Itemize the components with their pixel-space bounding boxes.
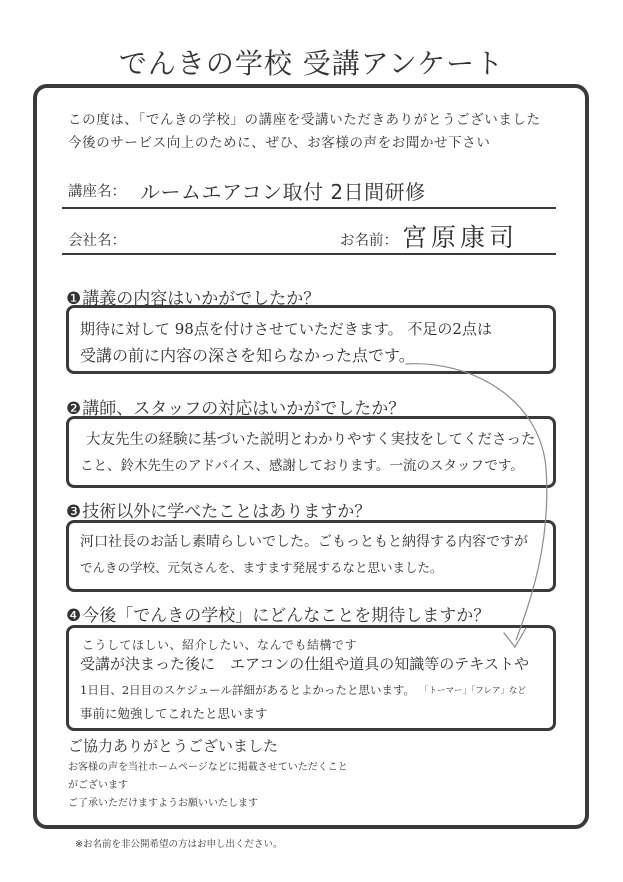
answer-4-line-2: 1日目、2日目のスケジュール詳細があるとよかったと思います。 xyxy=(80,683,416,697)
answer-3-line-2: でんきの学校、元気さんを、ますます発展するなと思いました。 xyxy=(80,560,443,575)
name-underline xyxy=(62,253,556,255)
question-3-text: 技術以外に学べたことはありますか？ xyxy=(82,502,372,522)
answer-4-side-note: 「トーマー」「フレア」など xyxy=(420,686,526,696)
question-2-text: 講師、スタッフの対応はいかがでしたか？ xyxy=(82,399,406,419)
name-label: お名前： xyxy=(340,233,398,249)
question-3-heading xyxy=(66,497,371,522)
course-underline xyxy=(62,207,556,209)
question-4-text: 今後「でんきの学校」にどんなことを期待しますか？ xyxy=(82,606,491,626)
question-number-4: ❹ xyxy=(66,606,82,626)
company-label: 会社名： xyxy=(68,233,126,249)
intro-line-2: 今後のサービス向上のために、ぜひ、お客様の声をお聞かせ下さい xyxy=(68,135,491,151)
question-1-text: 講義の内容はいかがでしたか？ xyxy=(82,289,321,309)
answer-4-line-3: 事前に勉強してこれたと思います xyxy=(80,706,268,721)
answer-1-line-2: 受講の前に内容の深さを知らなかった点です。 xyxy=(80,346,415,365)
question-number-1: ❶ xyxy=(66,289,82,309)
answer-1-line-1: 期待に対して 98点を付けさせていただきます。 不足の2点は xyxy=(80,320,492,338)
footnote: ※お名前を非公開希望の方はお申し出ください。 xyxy=(75,839,283,850)
answer-4-line-1: 受講が決まった後に エアコンの仕組や道具の知識等のテキストや xyxy=(80,655,529,673)
question-number-2: ❷ xyxy=(66,399,82,419)
course-name: ルームエアコン取付 2日間研修 xyxy=(140,180,426,204)
intro-line-1: この度は、「でんきの学校」の講座を受講いただきありがとうございました xyxy=(68,112,541,128)
question-4-heading xyxy=(66,601,490,626)
answer-box-2 xyxy=(66,416,556,488)
notice-line-1: お客様の声を当社ホームページなどに掲載させていただくこと xyxy=(68,762,348,773)
answer-2-line-1: 大友先生の経験に基づいた説明とわかりやすく実技をしてくださった xyxy=(86,432,536,448)
question-4-prompt: こうしてほしい、紹介したい、なんでも結構です xyxy=(82,638,358,652)
handwritten-name: 宮原康司 xyxy=(402,223,519,252)
thanks-message: ご協力ありがとうございました xyxy=(68,737,279,755)
answer-3-line-1: 河口社長のお話し素晴らしいでした。ごもっともと納得する内容ですが xyxy=(80,534,528,550)
notice-line-2: がございます xyxy=(68,780,128,791)
survey-title: でんきの学校 受講アンケート xyxy=(118,47,505,80)
answer-2-line-2: こと、鈴木先生のアドバイス、感謝しております。一流のスタッフです。 xyxy=(80,458,524,474)
course-label: 講座名： xyxy=(68,184,126,200)
question-number-3: ❸ xyxy=(66,502,82,522)
notice-line-3: ご了承いただけますようお願いいたします xyxy=(68,798,258,809)
